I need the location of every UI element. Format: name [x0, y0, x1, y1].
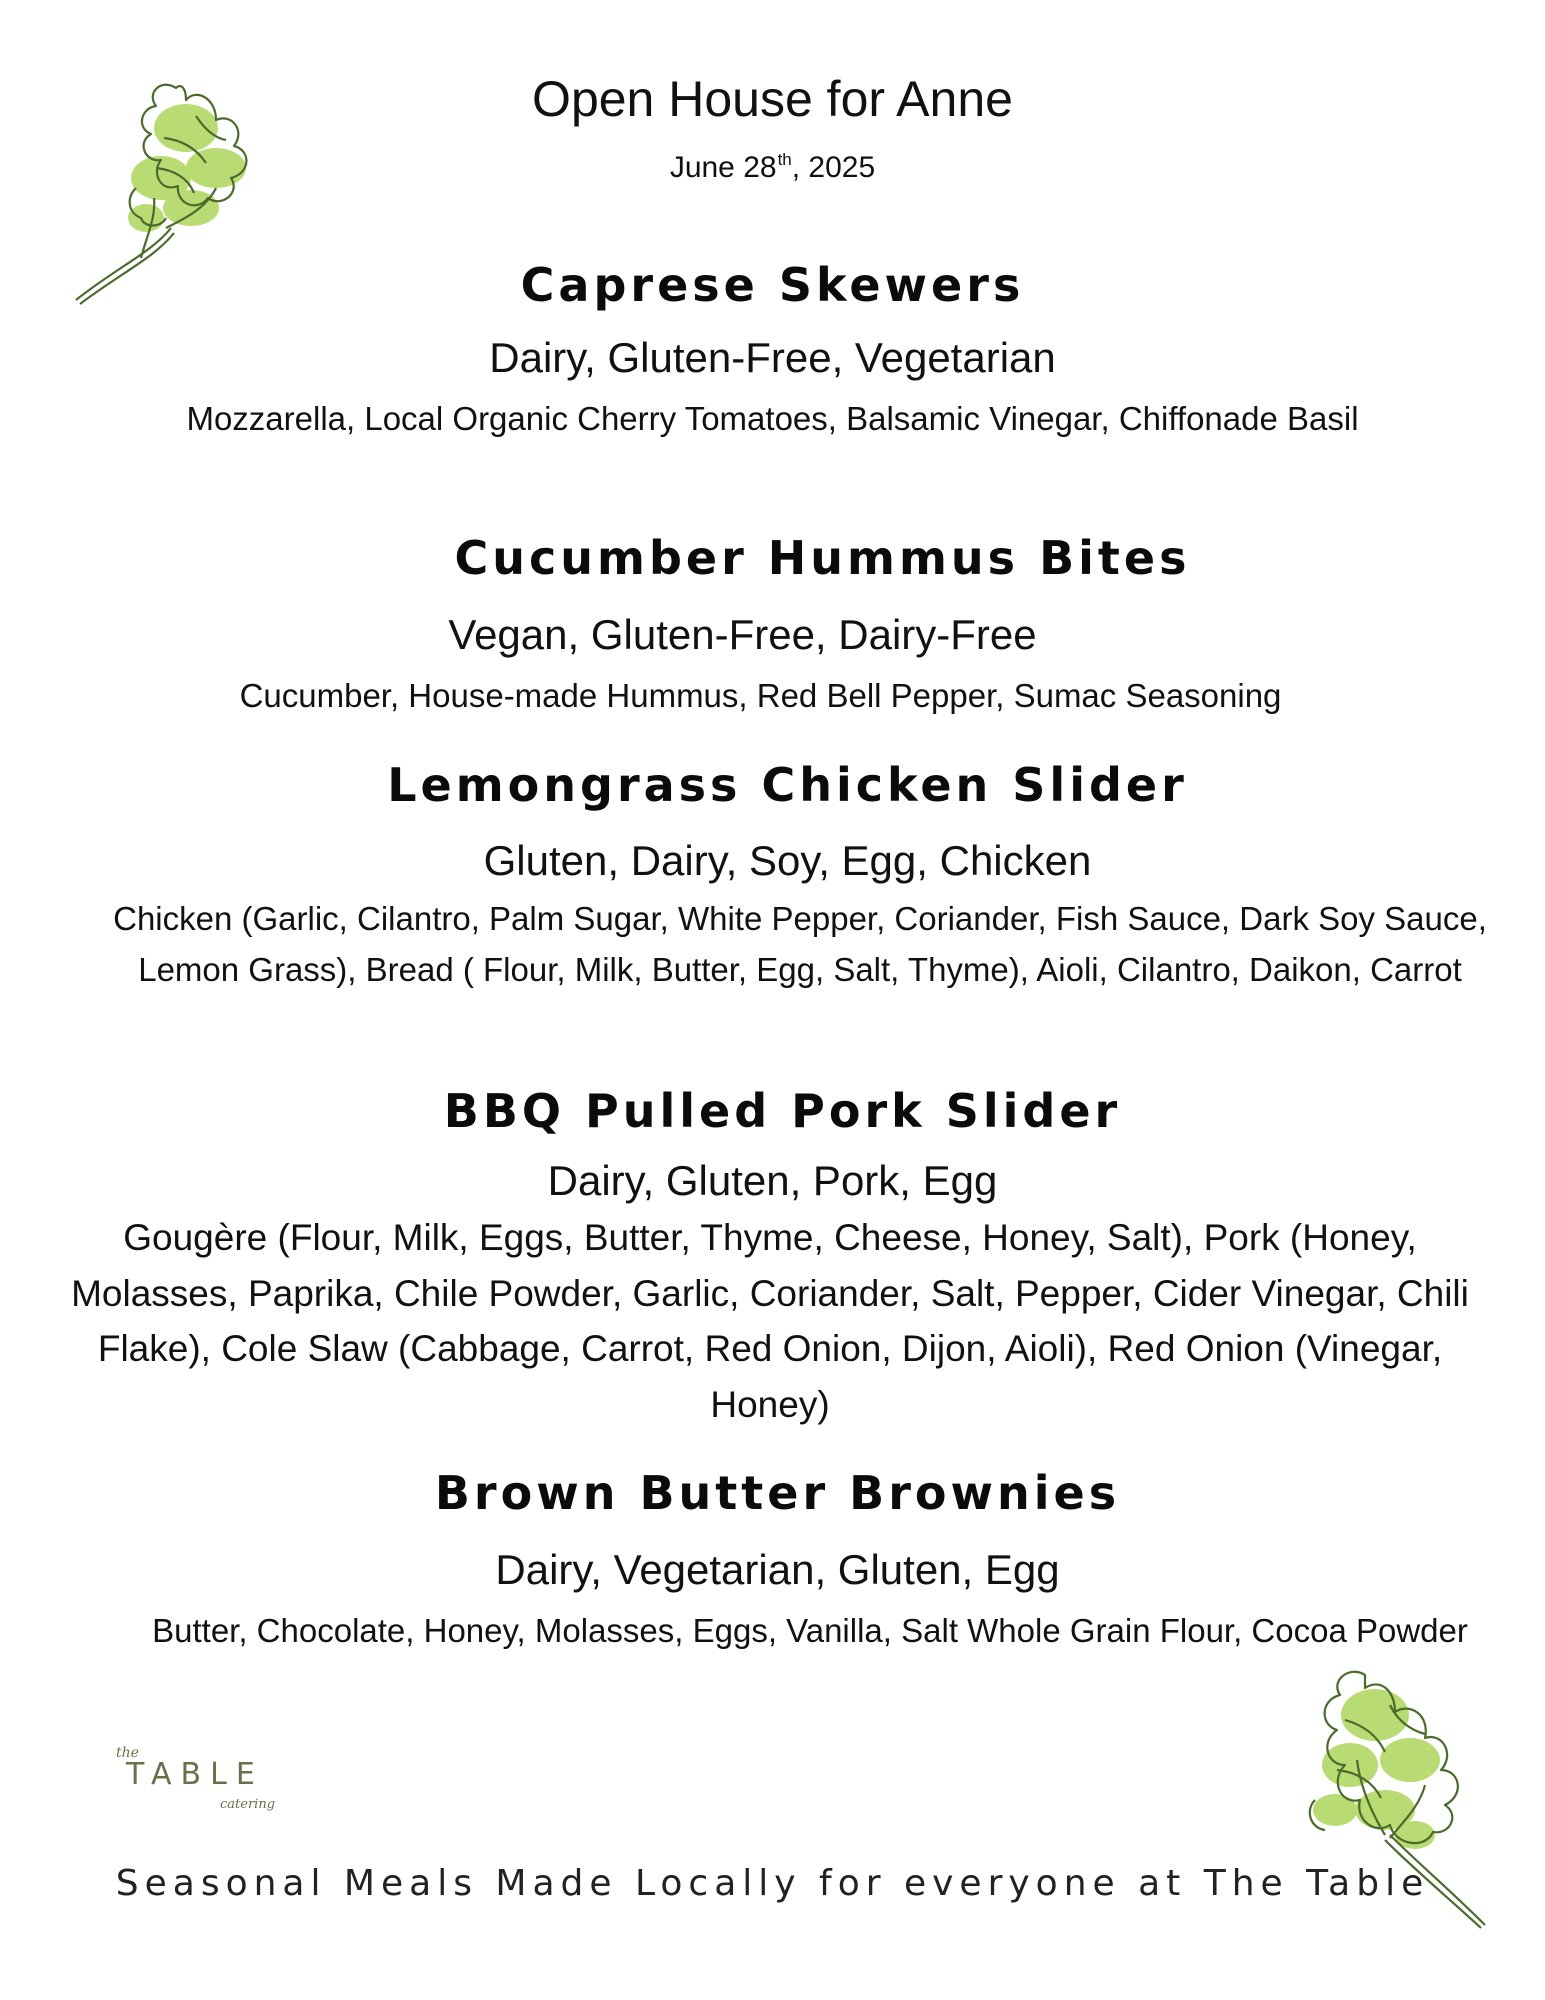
dish-tags-row — [70, 1158, 1475, 1204]
dish-ingredients-row — [58, 670, 1463, 721]
page-title: Open House for Anne — [532, 71, 1013, 127]
dish-ingredients-row — [110, 893, 1490, 995]
dish-tags-row — [75, 1547, 1480, 1593]
dish-name: BBQ Pulled Pork Slider — [443, 1084, 1122, 1138]
dish-tags: Dairy, Vegetarian, Gluten, Egg — [495, 1546, 1060, 1593]
dish-tags: Vegan, Gluten-Free, Dairy-Free — [448, 611, 1037, 658]
menu-item — [120, 531, 1525, 585]
logo-the: the — [116, 1745, 139, 1761]
dish-tags: Dairy, Gluten, Pork, Egg — [547, 1157, 998, 1204]
dish-ingredients-row — [60, 1210, 1480, 1432]
dish-name: Caprese Skewers — [520, 258, 1025, 312]
dish-ingredients: Mozzarella, Local Organic Cherry Tomatoes, Balsamic Vinegar, Chiffonade Basil — [186, 400, 1359, 437]
dish-ingredients: Cucumber, House-made Hummus, Red Bell Pepper, Sumac Seasoning — [239, 677, 1282, 714]
menu-item — [75, 1466, 1480, 1520]
the-table-logo — [110, 1745, 310, 1815]
menu-item — [85, 758, 1490, 812]
footer-tagline: Seasonal Meals Made Locally for everyone at The Table — [115, 1863, 1430, 1904]
menu-item — [80, 1084, 1485, 1138]
dish-name: Lemongrass Chicken Slider — [387, 758, 1188, 812]
dish-name: Brown Butter Brownies — [434, 1466, 1121, 1520]
menu-item — [70, 258, 1475, 312]
dish-ingredients: Gougère (Flour, Milk, Eggs, Butter, Thyme, Cheese, Honey, Salt), Pork (Honey, Molasses, Paprika, Chile Powder, Garlic, Coriander, Salt, Pepper, Cider Vinegar, Chili Flake), Cole Slaw (Cabbage, Carrot, Red Onion, Dijon, Aioli), Red Onion (Vinegar, Honey) — [71, 1217, 1469, 1425]
dish-tags: Dairy, Gluten-Free, Vegetarian — [489, 334, 1056, 381]
date-year: , 2025 — [791, 151, 876, 184]
dish-tags-row — [40, 612, 1445, 658]
event-date — [0, 150, 1545, 185]
dish-name: Cucumber Hummus Bites — [454, 531, 1191, 585]
dish-tags-row — [70, 335, 1475, 381]
logo-wordmark: TABLE — [126, 1757, 264, 1792]
date-suffix: th — [777, 150, 792, 169]
dish-tags-row — [85, 838, 1490, 884]
dish-ingredients-row — [70, 393, 1475, 444]
dish-ingredients: Butter, Chocolate, Honey, Molasses, Eggs, Vanilla, Salt Whole Grain Flour, Cocoa Powder — [152, 1612, 1468, 1649]
dish-ingredients-row — [120, 1605, 1500, 1656]
date-day: June 28 — [669, 151, 777, 184]
logo-catering: catering — [220, 1797, 276, 1812]
dish-ingredients: Chicken (Garlic, Cilantro, Palm Sugar, White Pepper, Coriander, Fish Sauce, Dark Soy Sauce, Lemon Grass), Bread ( Flour, Milk, Butter, Egg, Salt, Thyme), Aioli, Cilantro, Daikon, Carrot — [113, 900, 1487, 989]
dish-tags: Gluten, Dairy, Soy, Egg, Chicken — [483, 837, 1092, 884]
